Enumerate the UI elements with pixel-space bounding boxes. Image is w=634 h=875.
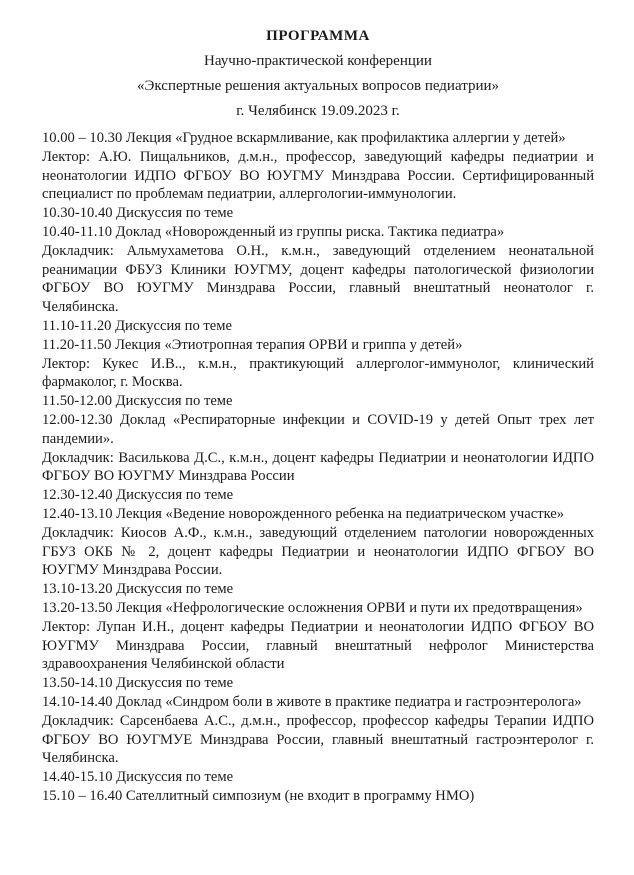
program-paragraph: Докладчик: Сарсенбаева А.С., д.м.н., профессор, профессор кафедры Терапии ИДПО ФГБОУ ВО ЮУГМУЕ Минздрава России, главный внештатный гастроэнтеролог г. Челябинска. <box>42 712 594 767</box>
program-header <box>42 24 594 124</box>
location-date: г. Челябинск 19.09.2023 г. <box>236 103 400 119</box>
program-paragraph: 14.40-15.10 Дискуссия по теме <box>42 769 234 786</box>
conference-name: «Экспертные решения актуальных вопросов педиатрии» <box>136 78 500 94</box>
program-paragraph: Лектор: А.Ю. Пищальников, д.м.н., профессор, заведующий кафедры педиатрии и неонатологии ИДПО ФГБОУ ВО ЮУГМУ Минздрава России. Сертифицированный специалист по проблемам педиатрии, аллергологии-иммунологии. <box>42 148 594 203</box>
program-paragraph: 13.10-13.20 Дискуссия по теме <box>42 581 234 598</box>
program-paragraph: 13.20-13.50 Лекция «Нефрологические осложнения ОРВИ и пути их предотвращения» <box>42 599 583 616</box>
program-paragraph: 10.30-10.40 Дискуссия по теме <box>42 205 234 222</box>
conference-type: Научно-практической конференции <box>204 53 432 69</box>
program-paragraph: Докладчик: Василькова Д.С., к.м.н., доцент кафедры Педиатрии и неонатологии ИДПО ФГБОУ ВО ЮУГМУ Минздрава России <box>42 449 594 485</box>
program-paragraph: Докладчик: Альмухаметова О.Н., к.м.н., заведующий отделением неонатальной реанимации ФБУЗ Клиники ЮУГМУ, доцент кафедры патологической физиологии ФГБОУ ВО ЮУГМУ Минздрава России, главный внештатный неонатолог г. Челябинска. <box>42 242 594 316</box>
program-paragraph: 11.10-11.20 Дискуссия по теме <box>42 317 232 334</box>
program-paragraph: Докладчик: Киосов А.Ф., к.м.н., заведующий отделением патологии новорожденных ГБУЗ ОКБ № 2, доцент кафедры Педиатрии и неонатологии ИДПО ФГБОУ ВО ЮУГМУ Минздрава России. <box>42 524 594 579</box>
program-paragraph: 13.50-14.10 Дискуссия по теме <box>42 675 234 692</box>
program-body <box>42 129 594 806</box>
program-paragraph: Лектор: Кукес И.В.., к.м.н., практикующий аллерголог-иммунолог, клинический фармаколог, г. Москва. <box>42 355 594 391</box>
program-paragraph: 12.00-12.30 Доклад «Респираторные инфекции и COVID-19 у детей Опыт трех лет пандемии». <box>42 411 594 447</box>
program-paragraph: 11.50-12.00 Дискуссия по теме <box>42 393 233 410</box>
program-paragraph: Лектор: Лупан И.Н., доцент кафедры Педиатрии и неонатологии ИДПО ФГБОУ ВО ЮУГМУ Минздрава России, главный внештатный нефролог Министерства здравоохранения Челябинской области <box>42 618 594 673</box>
program-paragraph: 10.00 – 10.30 Лекция «Грудное вскармливание, как профилактика аллергии у детей» <box>42 130 566 146</box>
program-paragraph: 12.30-12.40 Дискуссия по теме <box>42 487 234 504</box>
program-paragraph: 14.10-14.40 Доклад «Синдром боли в животе в практике педиатра и гастроэнтеролога» <box>42 693 582 710</box>
program-paragraph: 11.20-11.50 Лекция «Этиотропная терапия ОРВИ и гриппа у детей» <box>42 336 463 353</box>
program-paragraph: 10.40-11.10 Доклад «Новорожденный из группы риска. Тактика педиатра» <box>42 223 505 240</box>
program-paragraph: 15.10 – 16.40 Сателлитный симпозиум (не входит в программу НМО) <box>42 787 475 804</box>
program-title: ПРОГРАММА <box>266 28 370 44</box>
program-paragraph: 12.40-13.10 Лекция «Ведение новорожденного ребенка на педиатрическом участке» <box>42 505 565 522</box>
